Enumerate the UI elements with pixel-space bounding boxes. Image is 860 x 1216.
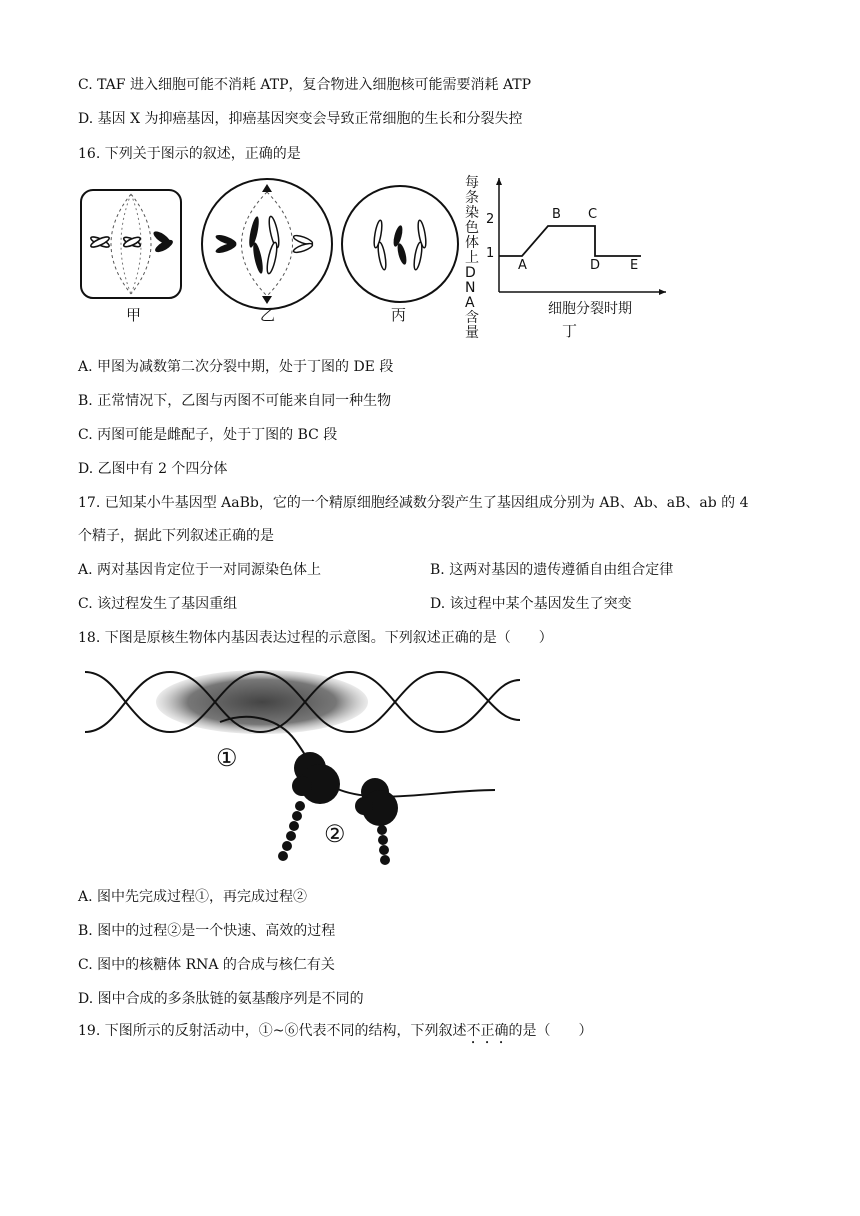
q19-stem-part3: 的是（ ） (508, 1023, 593, 1039)
q18-stem: 18. 下图是原核生物体内基因表达过程的示意图。下列叙述正确的是（ ） (78, 630, 553, 646)
q15-option-c: C. TAF 进入细胞可能不消耗 ATP，复合物进入细胞核可能需要消耗 ATP (78, 77, 532, 93)
q16-stem: 16. 下列关于图示的叙述，正确的是 (78, 146, 301, 162)
point-a: A (518, 258, 527, 273)
rna-polymerase (156, 670, 368, 734)
q16-option-a: A. 甲图为减数第二次分裂中期，处于丁图的 DE 段 (78, 359, 394, 375)
point-c: C (588, 207, 598, 222)
q17-option-b: B. 这两对基因的遗传遵循自由组合定律 (430, 562, 674, 578)
point-b: B (552, 207, 561, 222)
graph-x-label: 细胞分裂时期 (548, 301, 632, 317)
cell-jia (81, 190, 181, 298)
q17-stem-line1: 17. 已知某小牛基因型 AaBb，它的一个精原细胞经减数分裂产生了基因组成分别为 AB、Ab、aB、ab 的 4 (78, 495, 749, 511)
q17-option-d: D. 该过程中某个基因发生了突变 (430, 596, 632, 612)
polypeptide-1 (278, 801, 305, 861)
label-process-1: ① (216, 744, 238, 772)
point-d: D (590, 258, 601, 273)
cell-bing (342, 186, 458, 302)
tick-1: 1 (486, 246, 495, 261)
q18-option-d: D. 图中合成的多条肽链的氨基酸序列是不同的 (78, 991, 364, 1007)
q16-option-b: B. 正常情况下，乙图与丙图不可能来自同一种生物 (78, 393, 392, 409)
graph-y-label: 每条染色体上DNA含量 (465, 175, 479, 341)
q19-stem-part1: 19. 下图所示的反射活动中，①~⑥代表不同的结构，下列叙述 (78, 1023, 467, 1039)
point-e: E (630, 258, 639, 273)
q18-option-c: C. 图中的核糖体 RNA 的合成与核仁有关 (78, 957, 335, 973)
ribosome-2 (355, 778, 398, 826)
label-process-2: ② (324, 820, 346, 848)
q15-option-d: D. 基因 X 为抑癌基因，抑癌基因突变会导致正常细胞的生长和分裂失控 (78, 111, 523, 127)
graph-caption-ding: 丁 (562, 322, 578, 340)
q16-option-d: D. 乙图中有 2 个四分体 (78, 461, 228, 477)
polypeptide-2 (377, 825, 390, 865)
q17-stem-line2: 个精子，据此下列叙述正确的是 (78, 528, 274, 544)
caption-jia: 甲 (126, 306, 142, 324)
caption-yi: 乙 (260, 306, 276, 324)
tick-2: 2 (486, 212, 495, 227)
q19-stem-emphasis: 不正确 (466, 1023, 509, 1039)
caption-bing: 丙 (391, 306, 407, 324)
q17-option-c: C. 该过程发生了基因重组 (78, 596, 238, 612)
q18-option-b: B. 图中的过程②是一个快速、高效的过程 (78, 923, 336, 939)
q17-option-a: A. 两对基因肯定位于一对同源染色体上 (78, 562, 322, 578)
cell-yi (202, 179, 332, 309)
q18-figure (80, 660, 530, 870)
ribosome-1 (292, 752, 340, 804)
q18-option-a: A. 图中先完成过程①，再完成过程② (78, 889, 308, 905)
graph-ding (496, 178, 666, 295)
q19-stem (78, 1020, 592, 1047)
q16-option-c: C. 丙图可能是雌配子，处于丁图的 BC 段 (78, 427, 338, 443)
